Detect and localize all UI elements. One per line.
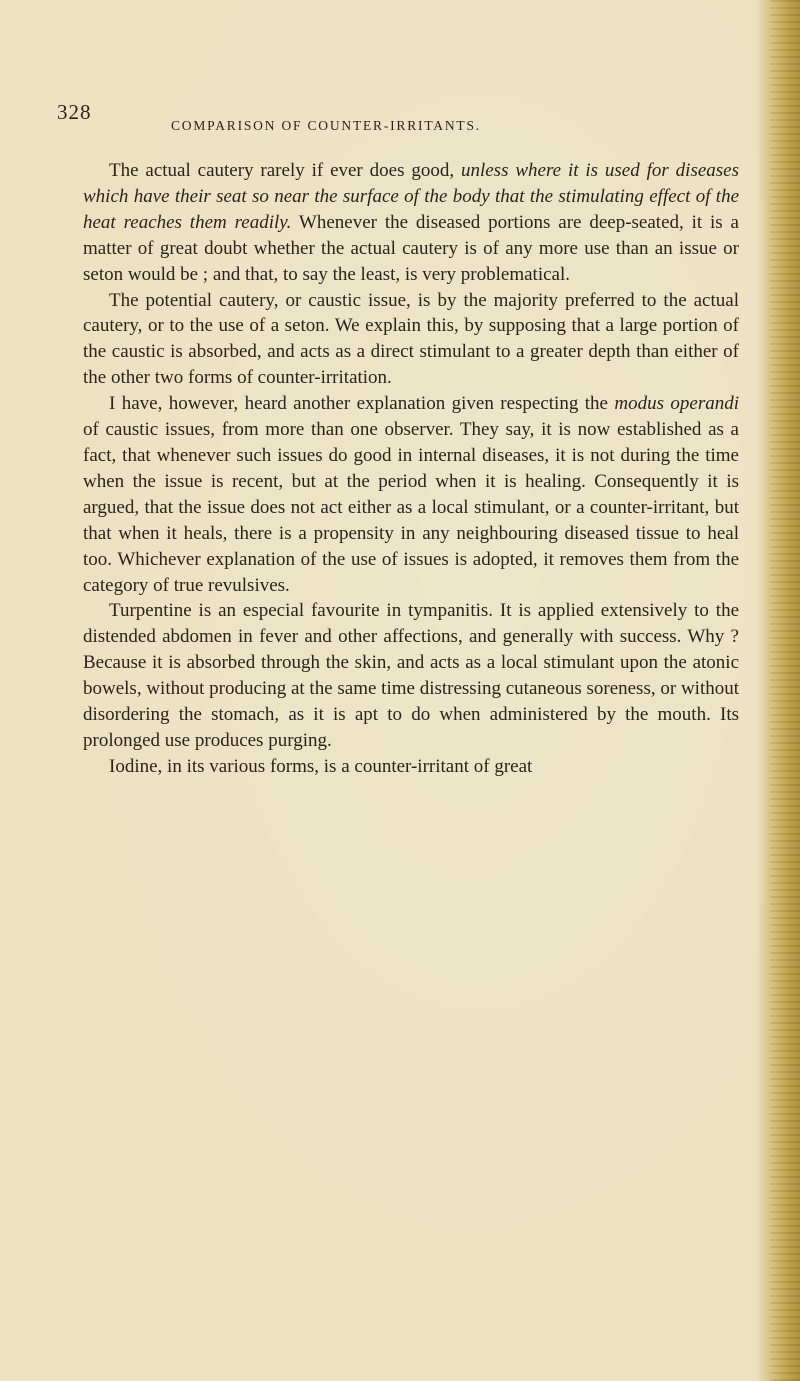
page-edge-shadow <box>756 0 800 1381</box>
paragraph-caustic-issues-text-start: I have, however, heard another explanation given respecting the <box>109 393 615 415</box>
paragraph-cautery <box>83 158 739 288</box>
paragraph-cautery-text-start: The actual cautery rarely if ever does good, <box>109 160 461 181</box>
paragraph-caustic-issues <box>83 391 739 598</box>
paragraph-iodine: Iodine, in its various forms, is a counter-irritant of great <box>109 755 533 777</box>
paragraph-cautery-italic-text: unless where it is used for diseases which have their seat so near the surface of the body that the stimulating effect of the heat reaches them readily. <box>83 160 739 233</box>
paragraph-turpentine: Turpentine is an especial favourite in tympanitis. It is applied extensively to the distended abdomen in fever and other affections, and generally with success. Why ? Because it is absorbed through the skin, and acts as a local stimulant upon the atonic bowels, without producing at the same time distressing cutaneous soreness, or without disordering the stomach, as it is apt to do when administered by the mouth. Its prolonged use produces purging. <box>83 600 739 751</box>
page-number: 328 <box>57 100 92 124</box>
modus-operandi-italic: modus operandi <box>614 393 739 415</box>
running-head: COMPARISON OF COUNTER-IRRITANTS. <box>171 118 481 133</box>
paragraph-cautery-text-end: Whenever the diseased portions are deep-seated, it is a matter of great doubt whether the actual cautery is of any more use than an issue or seton would be ; and that, to say the least, is very problematical. <box>83 211 739 285</box>
paragraph-caustic-issues-text-end: of caustic issues, from more than one observer. They say, it is now established as a fact, that whenever such issues do good in internal diseases, it is not during the time when the issue is recent, but at the period when it is healing. Consequently it is argued, that the issue does not act either as a local stimulant, or a counter-irritant, but that when it heals, there is a propensity in any neighbouring diseased tissue to heal too. Whichever explanation of the use of issues is adopted, it removes them from the category of true revulsives. <box>83 419 739 596</box>
paragraph-potential-cautery: The potential cautery, or caustic issue, is by the majority preferred to the actual cautery, or to the use of a seton. We explain this, by supposing that a large portion of the caustic is absorbed, and acts as a direct stimulant to a greater depth than either of the other two forms of counter-irritation. <box>83 289 739 389</box>
body-text <box>83 158 739 780</box>
